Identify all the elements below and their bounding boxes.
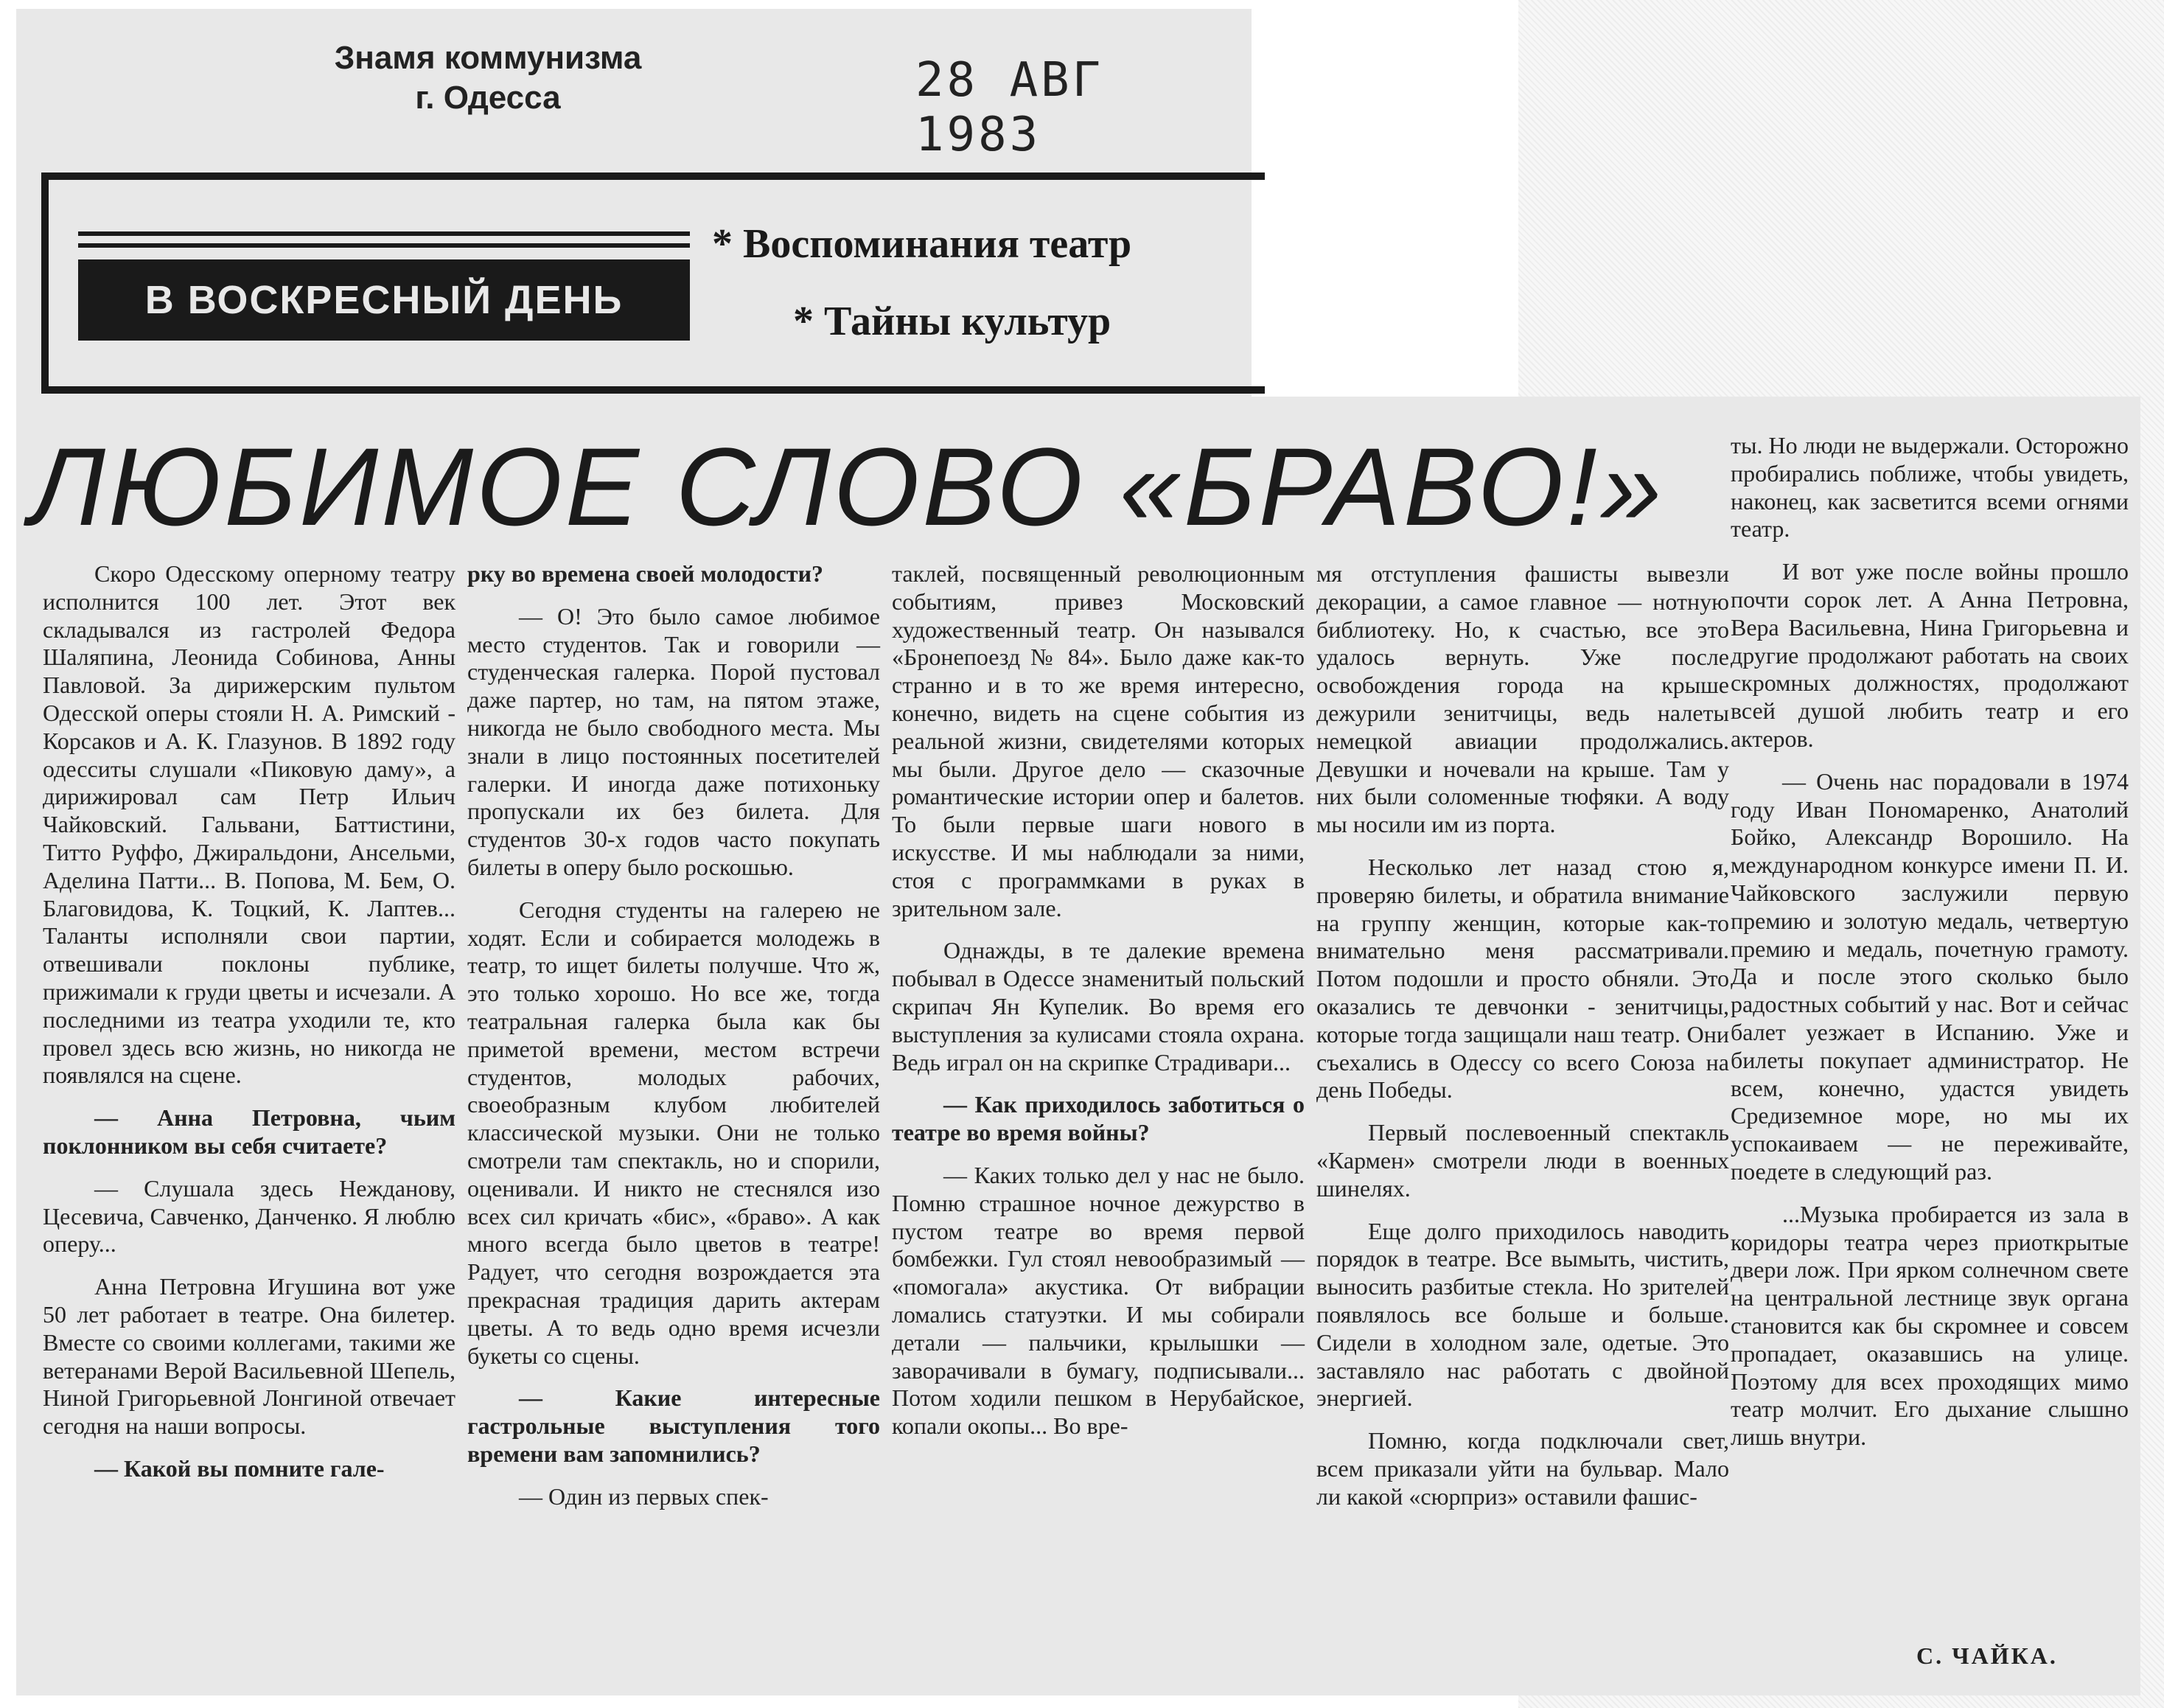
paragraph: Помню, когда подключали свет, всем приказали уйти на бульвар. Мало ли какой «сюрприз» оставили фашис- [1316, 1427, 1729, 1510]
paragraph: Еще долго приходилось наводить порядок в театре. Все вымыть, чистить, выносить разбитые стекла. Но зрителей появлялось все больше и больше. Сидели в холодном зале, одетые. Это заставляло нас работать с двойной энергией. [1316, 1217, 1729, 1412]
article-column-2 [467, 560, 880, 1526]
paragraph: — Слушала здесь Нежданову, Цесевича, Савченко, Данченко. Я люблю оперу... [43, 1174, 456, 1258]
rubric-item: * Тайны культур [793, 299, 1111, 344]
author-signature: С. ЧАЙКА. [1916, 1642, 2058, 1669]
rubric-label: В ВОСКРЕСНЫЙ ДЕНЬ [78, 259, 690, 341]
interview-question: — Анна Петровна, чьим поклонником вы себя считаете? [43, 1104, 456, 1159]
paragraph: — О! Это было самое любимое место студентов. Так и говорили — студенческая галерка. Порой пустовал даже партер, но там, на пятом этаже, никогда не было свободного места. Мы знали в лицо постоянных посетителей галерки. И иногда даже потихоньку пропускали их без билета. Для студентов 30-х годов часто покупать билеты в оперу было роскошью. [467, 602, 880, 880]
paragraph: ты. Но люди не выдержали. Осторожно пробирались поближе, чтобы увидеть, наконец, как засветится всеми огнями театр. [1731, 432, 2129, 543]
article-column-5 [1731, 432, 2129, 1466]
stamp-date: 28 АВГ 1983 [915, 53, 1104, 162]
paragraph: мя отступления фашисты вывезли декорации, а самое главное — нотную библиотеку. Но, к счастью, все это удалось вернуть. Уже после освобождения города на крыше дежурили зенитчицы, ведь налеты немецкой авиации продолжались. Девушки и ночевали на крыше. Там у них были соломенные тюфяки. А воду мы носили им из порта. [1316, 560, 1729, 838]
rubric-item: * Воспоминания театр [712, 221, 1132, 267]
interview-question: — Как приходилось заботиться о театре во время войны? [892, 1091, 1305, 1146]
paragraph: И вот уже после войны прошло почти сорок лет. А Анна Петровна, Вера Васильевна, Нина Григорьевна и другие продолжают работать на своих скромных должностях, продолжают всей душой любить театр и его актеров. [1731, 558, 2129, 752]
paragraph: Однажды, в те далекие времена побывал в Одессе знаменитый польский скрипач Ян Купелик. Во время его выступления за кулисами стояла охрана. Ведь играл он на скрипке Страдивари... [892, 937, 1305, 1076]
clipping-header [16, 9, 1252, 400]
rubric-frame [41, 172, 1265, 394]
rubric-stripes [78, 231, 690, 255]
paragraph: Скоро Одесскому оперному театру исполнится 100 лет. Этот век складывался из гастролей Федора Шаляпина, Леонида Собинова, Анны Павловой. За дирижерским пультом Одесской оперы стояли Н. А. Римский - Корсаков и А. К. Глазунов. В 1892 году одесситы слушали «Пиковую даму», а дирижировал сам Петр Ильич Чайковский. Гальвани, Баттистини, Титто Руффо, Джиральдони, Ансельми, Аделина Патти... В. Попова, М. Бем, О. Благовидова, К. Тоцкий, К. Лаптев... Таланты исполняли свои партии, отвешивали поклоны публике, прижимали к груди цветы и исчезали. А последними из театра уходили те, кто провел здесь всю жизнь, но никогда не появлялся на сцене. [43, 560, 456, 1089]
paragraph: Сегодня студенты на галерею не ходят. Если и собирается молодежь в театр, то ищет билеты получше. Что ж, это только хорошо. Но все же, тогда театральная галерка была как бы приметой времени, местом встречи студентов, молодых рабочих, своеобразным клубом любителей классической музыки. Они не только смотрели там спектакль, но и спорили, оценивали. И никто не стеснялся изо всех сил кричать «бис», «браво». А как много всегда было цветов в театре! Радует, что сегодня возрождается эта прекрасная традиция дарить актерам цветы. А то ведь одно время исчезли букеты со сцены. [467, 896, 880, 1369]
paragraph: — Очень нас порадовали в 1974 году Иван Пономаренко, Анатолий Бойко, Александр Ворошило. На международном конкурсе имени П. И. Чайковского заслужили первую премию и золотую медаль, четвертую премию и медаль, почетную грамоту. Да и после этого сколько было радостных событий у нас. Вот и сейчас балет уезжает в Испанию. Уже и билеты покупает администратор. Не всем, конечно, удастся увидеть Средиземное море, но мы их успокаиваем — не переживайте, поедете в следующий раз. [1731, 767, 2129, 1185]
article-headline: ЛЮБИМОЕ СЛОВО «БРАВО!» [29, 425, 1665, 548]
newspaper-source [296, 38, 680, 118]
paragraph: таклей, посвященный революционным событиям, привез Московский художественный театр. Он назывался «Бронепоезд № 84». Было даже как-то странно и в то же время интересно, конечно, видеть на сцене события из реальной жизни, свидетелями которых мы были. Другое дело — сказочные романтические истории опер и балетов. То были первые шаги нового в искусстве. И мы наблюдали за ними, стоя с программками в руках в зрительном зале. [892, 560, 1305, 921]
paragraph: Анна Петровна Игушина вот уже 50 лет работает в театре. Она билетер. Вместе со своими коллегами, такими же ветеранами Верой Васильевной Шепель, Ниной Григорьевной Лонгиной отвечает сегодня на наши вопросы. [43, 1273, 456, 1440]
newspaper-name: Знамя коммунизма [334, 40, 642, 76]
article-column-3 [892, 560, 1305, 1455]
article-column-1 [43, 560, 456, 1498]
interview-question: рку во времена своей молодости? [467, 560, 823, 587]
paragraph: Несколько лет назад стою я, проверяю билеты, и обратила внимание на группу женщин, которые как-то внимательно меня рассматривали. Потом подошли и просто обняли. Это оказались те девчонки - зенитчицы, которые тогда защищали наш театр. Они съехались в Одессу со всего Союза на день Победы. [1316, 853, 1729, 1104]
interview-question: — Какой вы помните гале- [94, 1454, 385, 1482]
paragraph: Первый послевоенный спектакль «Кармен» смотрели люди в военных шинелях. [1316, 1119, 1729, 1202]
paragraph: — Один из первых спек- [519, 1482, 769, 1510]
article-column-4 [1316, 560, 1729, 1526]
paragraph: ...Музыка пробирается из зала в коридоры театра через приоткрытые двери лож. При ярком солнечном свете на центральной лестнице звук органа становится как бы скромнее и совсем пропадает, оказавшись на улице. Поэтому для всех проходящих мимо театр молчит. Его дыхание слышно лишь внутри. [1731, 1200, 2129, 1451]
interview-question: — Какие интересные гастрольные выступления того времени вам запомнились? [467, 1384, 880, 1467]
newspaper-city: г. Одесса [415, 80, 561, 116]
paragraph: — Каких только дел у нас не было. Помню страшное ночное дежурство в пустом театре во время первой бомбежки. Гул стоял невообразимый — «помогала» акустика. От вибрации ломались статуэтки. И мы собирали детали — пальчики, крылышки — заворачивали в бумагу, подписывали... Потом ходили пешком в Нерубайское, копали окопы... Во вре- [892, 1161, 1305, 1440]
